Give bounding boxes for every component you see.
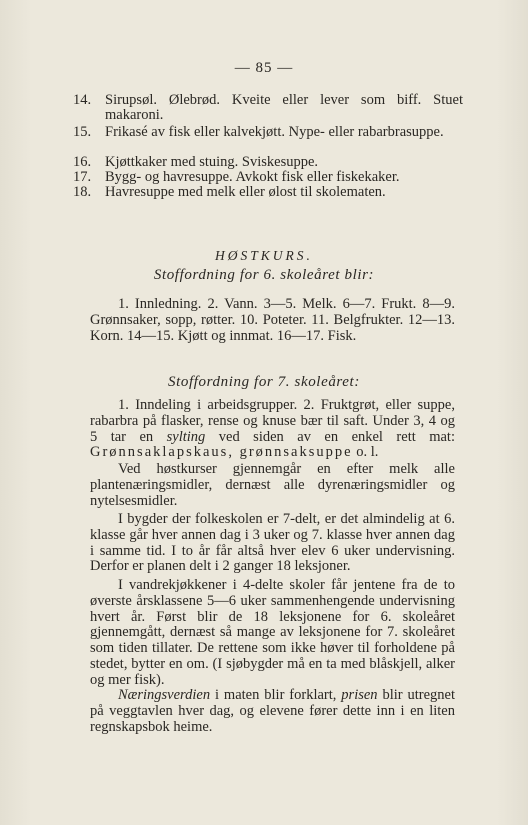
list-item-text: Havresuppe med melk eller ølost til skolematen. — [105, 184, 386, 200]
page-number: — 85 — — [234, 60, 294, 76]
subheading-7th-year: Stoffordning for 7. skoleåret: — [168, 374, 360, 390]
emphasis-sylting: sylting — [166, 428, 206, 445]
paragraph-nutrition-value: Næringsverdien i maten blir forklart, prisen blir utregnet på veggtavlen hver dag, og elevene fører dette inn i en liten regnskapsbok heime. — [90, 687, 455, 735]
paragraph-autumn-course: Ved høstkurser gjennemgår en efter melk alle plantenæringsmidler, dernæst alle dyrenæringsmidler og nytelsesmidler. — [90, 461, 455, 509]
list-item-text: Frikasé av fisk eller kalvekjøtt. Nype- eller rabarbrasuppe. — [105, 124, 444, 140]
paragraph-mobile-kitchens: I vandrekjøkkener i 4-delte skoler får jentene fra de to øverste årsklassene 5—6 uker sammenhengende undervisning hvert år. Først blir de 18 leksjonene for 6. skoleåret gjennemgått, dernæst så mange av leksjonene for 7. skoleåret som tiden tillater. De rettene som ikke høver til forholdene på stedet, bytter en om. (I sjøbygder må en ta med blåskjell, alker og mer fisk). — [90, 577, 455, 688]
subheading-6th-year: Stoffordning for 6. skoleåret blir: — [153, 267, 375, 283]
list-item-number: 14. — [73, 92, 92, 108]
list-item-text: Sirupsøl. Ølebrød. Kveite eller lever som biff. Stuet makaroni. — [105, 92, 463, 123]
list-item-number: 16. — [73, 154, 92, 170]
emphasis-naeringsverdien: Næringsverdien — [118, 687, 211, 703]
paragraph-6th-year-plan: 1. Innledning. 2. Vann. 3—5. Melk. 6—7. Frukt. 8—9. Grønnsaker, sopp, røtter. 10. Poteter. 11. Belgfrukter. 12—13. Korn. 14—15. Kjøtt og innmat. 16—17. Fisk. — [90, 296, 455, 344]
list-item-number: 17. — [73, 169, 92, 185]
list-item — [73, 185, 463, 200]
list-item-number: 15. — [73, 124, 92, 140]
list-item — [73, 125, 463, 140]
spaced-dish-names: Grønnsaklapskaus, grønnsaksuppe — [90, 444, 353, 461]
section-heading: HØSTKURS. — [215, 248, 313, 263]
list-item-text: Bygg- og havresuppe. Avkokt fisk eller fiskekaker. — [105, 169, 400, 185]
list-item-text: Kjøttkaker med stuing. Sviskesuppe. — [105, 154, 319, 170]
list-item-number: 18. — [73, 184, 92, 200]
emphasis-prisen: prisen — [341, 687, 378, 703]
list-item — [73, 93, 463, 123]
paragraph-7th-year-plan: 1. Inndeling i arbeidsgrupper. 2. Fruktgrøt, eller suppe, rabarbra på flasker, rense og knuse bær til saft. Under 3, 4 og 5 tar en sylting ved siden av en enkel rett mat: Grønnsaklapskaus, grønnsaksuppe o. l. — [90, 397, 455, 461]
paragraph-seven-grade-schools: I bygder der folkeskolen er 7-delt, er det almindelig at 6. klasse går hver annen dag i 3 uker og 7. klasse hver annen dag i samme tid. I to år får altså hver elev 6 uker undervisning. Derfor er planen delt i 2 ganger 18 leksjoner. — [90, 511, 455, 575]
list-item — [73, 155, 463, 170]
list-item — [73, 170, 463, 185]
